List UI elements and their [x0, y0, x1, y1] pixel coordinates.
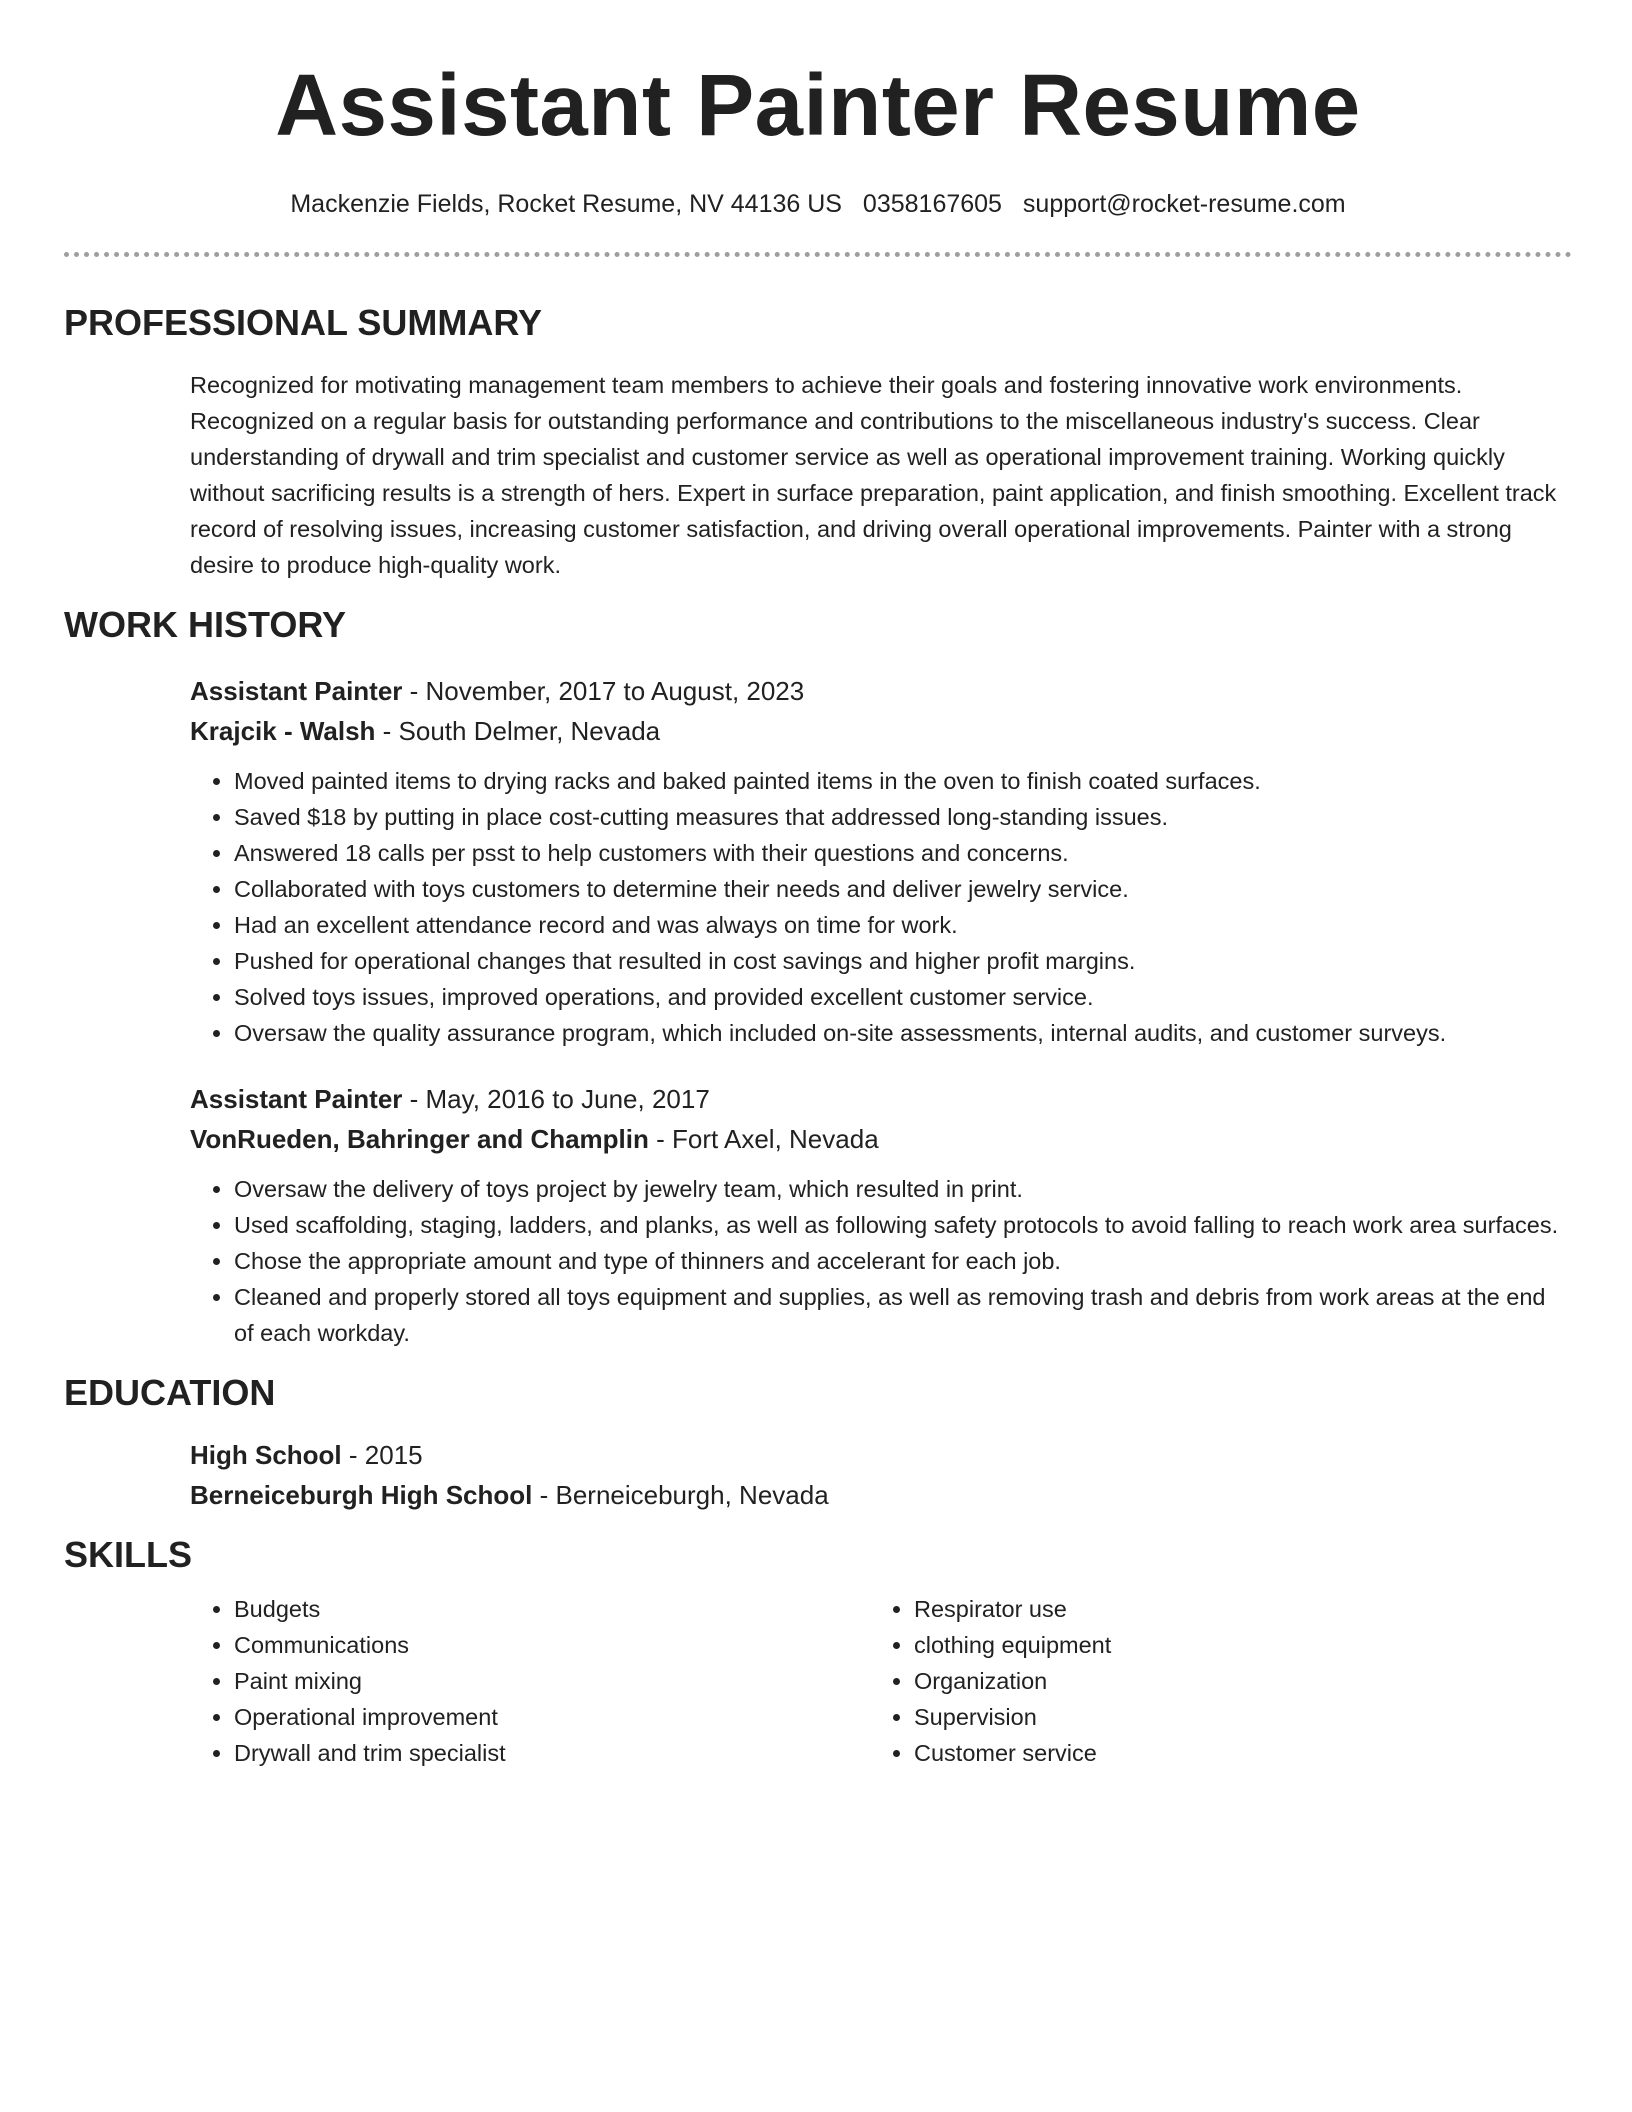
resume-page [64, 0, 1572, 1771]
skill-item: • Organization [914, 1663, 1550, 1699]
job-dates: - November, 2017 to August, 2023 [402, 676, 805, 706]
skill-item: • Drywall and trim specialist [234, 1735, 870, 1771]
header-divider [64, 252, 1572, 257]
contact-address: Mackenzie Fields, Rocket Resume, NV 44136 US [290, 190, 842, 218]
education-heading: EDUCATION [64, 1372, 276, 1413]
skills-list [190, 1591, 1572, 1771]
company-name: VonRueden, Bahringer and Champlin [190, 1124, 649, 1154]
company-location: - Fort Axel, Nevada [648, 1124, 879, 1154]
job-entry [190, 673, 1572, 1051]
job-bullet: • Oversaw the delivery of toys project by jewelry team, which resulted in print. [234, 1171, 1570, 1207]
job-bullets [190, 1171, 1572, 1351]
skill-item: • Paint mixing [234, 1663, 870, 1699]
resume-title: Assistant Painter Resume [275, 57, 1361, 154]
job-bullet: • Saved $18 by putting in place cost-cutting measures that addressed long-standing issues. [234, 799, 1570, 835]
job-bullet: • Chose the appropriate amount and type of thinners and accelerant for each job. [234, 1243, 1570, 1279]
job-bullet: • Solved toys issues, improved operations, and provided excellent customer service. [234, 979, 1570, 1015]
skills-heading: SKILLS [64, 1534, 193, 1575]
degree-line [190, 1437, 1572, 1473]
job-title: Assistant Painter [190, 1084, 403, 1114]
company-name: Krajcik - Walsh [190, 716, 376, 746]
job-bullet: • Pushed for operational changes that resulted in cost savings and higher profit margins. [234, 943, 1570, 979]
job-bullet: • Collaborated with toys customers to determine their needs and deliver jewelry service. [234, 871, 1570, 907]
school-line [190, 1477, 1572, 1513]
skill-item: • Supervision [914, 1699, 1550, 1735]
skill-item: • Respirator use [914, 1591, 1550, 1627]
skill-item: • Communications [234, 1627, 870, 1663]
skill-item: • Budgets [234, 1591, 870, 1627]
job-entry [190, 1081, 1572, 1351]
company-line [190, 713, 1572, 749]
degree: High School [190, 1440, 342, 1470]
skill-item: • Customer service [914, 1735, 1550, 1771]
job-dates: - May, 2016 to June, 2017 [402, 1084, 710, 1114]
job-bullet: • Moved painted items to drying racks and baked painted items in the oven to finish coated surfaces. [234, 763, 1570, 799]
education-entry [190, 1437, 1572, 1513]
skills-column-right [870, 1591, 1550, 1771]
contact-line [64, 188, 1572, 220]
job-title-line [190, 1081, 1572, 1117]
contact-email: support@rocket-resume.com [1022, 190, 1346, 218]
job-bullet: • Oversaw the quality assurance program, which included on-site assessments, internal audits, and customer surveys. [234, 1015, 1570, 1051]
job-bullets [190, 763, 1572, 1051]
company-line [190, 1121, 1572, 1157]
skills-column-left [190, 1591, 870, 1771]
contact-phone: 0358167605 [862, 190, 1002, 218]
summary-heading: PROFESSIONAL SUMMARY [64, 302, 543, 343]
company-location: - South Delmer, Nevada [375, 716, 661, 746]
school-location: - Berneiceburgh, Nevada [532, 1480, 829, 1510]
skill-item: • Operational improvement [234, 1699, 870, 1735]
job-bullet: • Cleaned and properly stored all toys equipment and supplies, as well as removing trash and debris from work areas at the end of each workday. [234, 1279, 1570, 1351]
summary-text: Recognized for motivating management team members to achieve their goals and fostering innovative work environments. Recognized on a regular basis for outstanding performance and contributions to the miscellaneous industry's success. Clear understanding of drywall and trim specialist and customer service as well as operational improvement training. Working quickly without sacrificing results is a strength of hers. Expert in surface preparation, paint application, and finish smoothing. Excellent track record of resolving issues, increasing customer satisfaction, and driving overall operational improvements. Painter with a strong desire to produce high-quality work. [190, 372, 1557, 578]
job-bullet: • Answered 18 calls per psst to help customers with their questions and concerns. [234, 835, 1570, 871]
skill-item: • clothing equipment [914, 1627, 1550, 1663]
degree-year: - 2015 [341, 1440, 423, 1470]
work-history-heading: WORK HISTORY [64, 604, 347, 645]
job-bullet: • Used scaffolding, staging, ladders, and planks, as well as following safety protocols to avoid falling to reach work area surfaces. [234, 1207, 1570, 1243]
job-title-line [190, 673, 1572, 709]
job-title: Assistant Painter [190, 676, 403, 706]
school-name: Berneiceburgh High School [190, 1480, 533, 1510]
job-bullet: • Had an excellent attendance record and was always on time for work. [234, 907, 1570, 943]
